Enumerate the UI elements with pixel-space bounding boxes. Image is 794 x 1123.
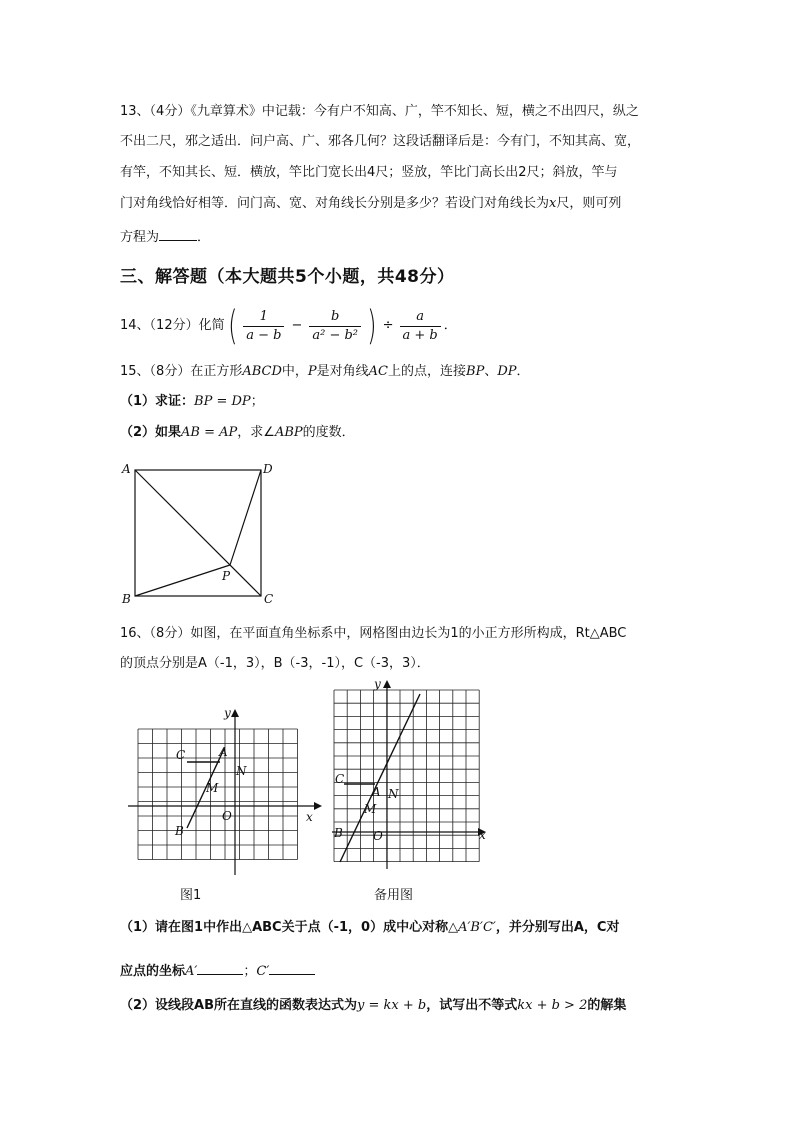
label-c: C (264, 592, 274, 606)
fig2-label-c: C (335, 772, 345, 786)
q14-fraction-1 (243, 308, 284, 345)
q14-fraction-2 (309, 308, 361, 345)
label-p: P (222, 569, 231, 583)
label-b: B (122, 592, 131, 606)
segment-dp (230, 470, 261, 565)
fig2-label-x: x (479, 828, 486, 842)
fig2-caption: 备用图 (374, 888, 414, 903)
q15-line-1 (120, 362, 530, 382)
section-3-heading: 三、解答题（本大题共5个小题，共48分） (120, 267, 455, 287)
label-a: A (122, 462, 131, 476)
q13-line-4 (120, 194, 621, 214)
q15-part-2-label: （2）如果 (120, 425, 182, 440)
fig2-y-arrow (383, 680, 391, 688)
q13-line-5 (120, 226, 210, 248)
q13-answer-blank[interactable] (159, 226, 197, 241)
q15-part-2-math: AB = AP (181, 425, 238, 440)
fig1-y-arrow (231, 709, 239, 717)
q15-part-2-math-2: ABP (274, 425, 303, 440)
q16-figure-backup (328, 676, 488, 871)
q13-var-x: x (549, 196, 557, 211)
q16-answer-a-blank[interactable] (197, 960, 243, 975)
q15-part-1-end: ； (250, 394, 264, 409)
q16-answer-c-blank[interactable] (269, 960, 315, 975)
q14-left-paren: ( (227, 303, 238, 349)
q15-part-1 (120, 392, 264, 412)
q14-minus: − (291, 318, 303, 333)
q14-prefix: 14、（12分）化简 (120, 318, 225, 333)
q15-var-abcd: ABCD (242, 364, 282, 379)
q16-part-2-math: y = kx + b (357, 998, 427, 1013)
q15-text-a: 15、（8分）在正方形 (120, 364, 243, 379)
q15-part-2 (120, 423, 355, 443)
q15-var-ac: AC (368, 364, 389, 379)
q15-text-c: 是对角线 (316, 364, 369, 379)
segment-bp (135, 565, 230, 596)
q14-fraction-3 (400, 308, 441, 345)
q13-line-1: 13、（4分）《九章算术》中记载：今有户不知高、广，竿不知长、短，横之不出四尺，纵之 (120, 104, 639, 119)
fig1-label-y: y (224, 706, 231, 720)
fig1-label-o: O (222, 809, 232, 823)
q16-line-1: 16、（8分）如图，在平面直角坐标系中，网格图由边长为1的小正方形所构成，Rt△ABC (120, 626, 627, 641)
fig2-label-n: N (388, 787, 399, 801)
fig1-label-b: B (175, 824, 184, 838)
fig2-label-a: A (372, 785, 381, 799)
q13-line-2: 不出二尺，邪之适出．问户高、广、邪各几何？这段话翻译后是：今有门，不知其高、宽， (120, 134, 641, 149)
q14-f3-den: a + b (400, 326, 441, 345)
q15-part-1-label: （1）求证： (120, 394, 195, 409)
q16-part-2-end: 的解集 (587, 998, 627, 1013)
fig1-label-n: N (236, 764, 247, 778)
fig2-grid (334, 690, 479, 862)
label-d: D (263, 462, 273, 476)
q14-line (120, 303, 457, 349)
q14-f3-num: a (416, 308, 425, 324)
q16-part-2-math-2: kx + b > 2 (517, 998, 588, 1013)
q15-text-e: 、 (484, 364, 498, 379)
q14-f2-num: b (331, 308, 340, 324)
q13-line-4-end: 尺，则可列 (556, 196, 622, 211)
q15-var-bp: BP (466, 364, 485, 379)
q16-part-1-line-2-text: 应点的坐标 (120, 964, 186, 979)
q14-f1-den: a − b (243, 326, 284, 345)
q13-line-5-end: ． (197, 230, 211, 245)
q15-text-b: 中， (281, 364, 308, 379)
q16-part-1-end: ，并分别写出A，C对 (495, 920, 620, 935)
q16-part-1-math: A′B′C′ (458, 920, 496, 935)
fig2-label-m: M (364, 802, 377, 816)
fig1-label-x: x (306, 810, 313, 824)
fig1-label-m: M (206, 781, 219, 795)
fig1-x-arrow (314, 802, 322, 810)
q13-line-3: 有竿，不知其长、短．横放，竿比门宽长出4尺；竖放，竿比门高长出2尺；斜放，竿与 (120, 165, 618, 180)
q15-var-dp: DP (497, 364, 517, 379)
q16-part-2-text: （2）设线段AB所在直线的函数表达式为 (120, 998, 358, 1013)
fig1-label-a: A (219, 745, 228, 759)
q15-part-2-mid: ，求∠ (237, 425, 275, 440)
q15-var-p: P (307, 364, 317, 379)
q16-part-1-text: （1）请在图1中作出△ABC关于点（-1，0）成中心对称△ (120, 920, 459, 935)
q16-line-2: 的顶点分别是A（-1，3），B（-3，-1），C（-3，3）． (120, 656, 430, 671)
q16-part-1-line-2 (120, 960, 315, 982)
q16-part-2-mid: ，试写出不等式 (426, 998, 518, 1013)
q16-answer-c-label: C′ (256, 964, 270, 979)
fig2-label-y: y (374, 677, 381, 691)
q16-part-1-line-1 (120, 918, 619, 938)
q15-text-d: 上的点，连接 (388, 364, 467, 379)
q14-right-paren: ) (367, 303, 377, 349)
q13-line-4-text: 门对角线恰好相等．问门高、宽、对角线长分别是多少？若设门对角线长为 (120, 196, 550, 211)
q16-answer-sep: ； (243, 964, 257, 979)
q14-f2-den: a² − b² (309, 326, 361, 345)
q16-part-2 (120, 996, 626, 1016)
q15-part-1-math: BP = DP (194, 394, 251, 409)
fig2-label-b: B (334, 826, 343, 840)
q14-div: ÷ (382, 318, 394, 333)
q16-figure-1 (124, 705, 324, 875)
q16-answer-a-label: A′ (185, 964, 198, 979)
q15-text-f: ． (516, 364, 530, 379)
fig1-caption: 图1 (180, 888, 202, 903)
q13-line-5-text: 方程为 (120, 230, 160, 245)
q14-f1-num: 1 (259, 308, 268, 324)
q15-square-figure (118, 458, 288, 608)
q14-end: ． (443, 318, 457, 333)
fig1-label-c: C (176, 748, 186, 762)
fig2-label-o: O (373, 829, 383, 843)
diagonal-ac (135, 470, 261, 596)
q15-part-2-end: 的度数． (302, 425, 355, 440)
